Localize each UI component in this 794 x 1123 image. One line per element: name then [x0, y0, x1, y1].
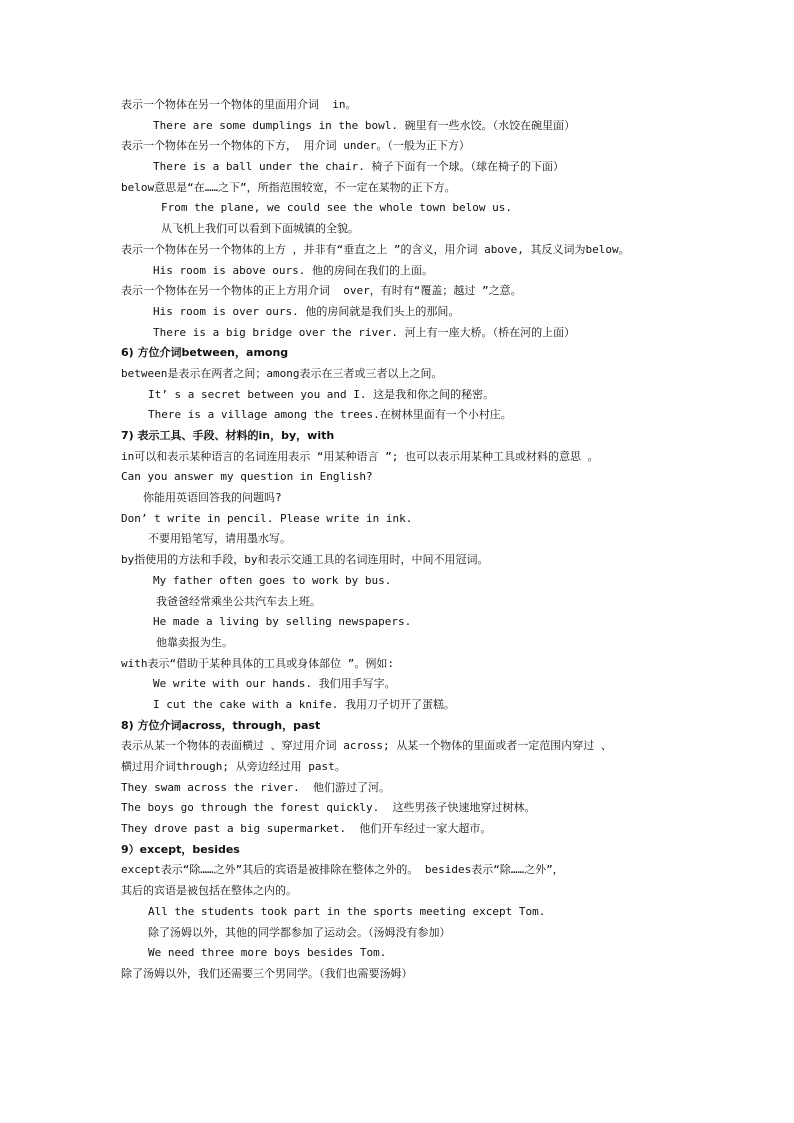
- section-heading: 8) 方位介词across，through，past: [121, 718, 321, 732]
- section-heading: 7) 表示工具、手段、材料的in，by，with: [121, 429, 335, 442]
- example-translation: 从飞机上我们可以看到下面城镇的全貌。: [161, 222, 359, 236]
- example-sentence: From the plane, we could see the whole town below us.: [161, 201, 512, 215]
- example-sentence: I cut the cake with a knife. 我用刀子切开了蛋糕。: [153, 697, 456, 711]
- example-sentence: My father often goes to work by bus.: [153, 573, 392, 587]
- section-heading: 9）except，besides: [121, 842, 240, 856]
- example-sentence: It’ s a secret between you and I. 这是我和你之间的秘密。: [148, 387, 495, 401]
- example-translation: 你能用英语回答我的问题吗?: [143, 491, 282, 505]
- text-line: below意思是“在……之下”，所指范围较宽，不一定在某物的正下方。: [121, 180, 456, 194]
- example-sentence: We write with our hands. 我们用手写字。: [153, 677, 396, 691]
- example-sentence: There is a village among the trees.在树林里面有一个小村庄。: [148, 408, 512, 422]
- text-line: 其后的宾语是被包括在整体之内的。: [121, 884, 297, 898]
- text-line: 表示一个物体在另一个物体的上方 ，并非有“垂直之上 ”的含义，用介词 above, 其反义词为below。: [121, 242, 630, 256]
- text-line: with表示“借助于某种具体的工具或身体部位 ”。例如:: [121, 656, 394, 670]
- text-line: 表示一个物体在另一个物体的下方， 用介词 under。（一般为正下方）: [121, 139, 470, 153]
- example-sentence: His room is above ours. 他的房间在我们的上面。: [153, 263, 433, 277]
- text-line: by指使用的方法和手段，by和表示交通工具的名词连用时，中间不用冠词。: [121, 553, 489, 567]
- example-translation: 他靠卖报为生。: [156, 635, 233, 649]
- example-sentence: His room is over ours. 他的房间就是我们头上的那间。: [153, 304, 460, 318]
- document-body: [0, 95, 794, 985]
- example-translation: 不要用铅笔写，请用墨水写。: [148, 532, 291, 546]
- text-line: between是表示在两者之间；among表示在三者或三者以上之间。: [121, 366, 443, 380]
- example-sentence: Don’ t write in pencil. Please write in ink.: [121, 511, 413, 525]
- text-line: 表示一个物体在另一个物体的正上方用介词 over，有时有“覆盖；越过 ”之意。: [121, 284, 522, 298]
- example-sentence: There is a ball under the chair. 椅子下面有一个球。（球在椅子的下面）: [153, 160, 565, 174]
- section-heading: 6) 方位介词between，among: [121, 346, 289, 360]
- example-sentence: There are some dumplings in the bowl. 碗里有一些水饺。（水饺在碗里面）: [153, 118, 576, 132]
- example-sentence: They swam across the river. 他们游过了河。: [121, 780, 391, 794]
- text-line: 表示从某一个物体的表面横过 、穿过用介词 across; 从某一个物体的里面或者一定范围内穿过 、: [121, 739, 612, 753]
- text-line: 横过用介词through; 从旁边经过用 past。: [121, 760, 346, 773]
- example-translation: 除了汤姆以外，我们还需要三个男同学。（我们也需要汤姆）: [121, 966, 413, 980]
- example-sentence: Can you answer my question in English?: [121, 470, 373, 484]
- text-line: except表示“除……之外”其后的宾语是被排除在整体之外的。 besides表示“除……之外”，: [121, 863, 564, 877]
- text-line: in可以和表示某种语言的名词连用表示 “用某种语言 ”; 也可以表示用某种工具或材料的意思 。: [121, 449, 599, 463]
- example-sentence: They drove past a big supermarket. 他们开车经过一家大超市。: [121, 822, 492, 836]
- text-line: 表示一个物体在另一个物体的里面用介词 in。: [121, 98, 357, 111]
- example-sentence: The boys go through the forest quickly. 这些男孩子快速地穿过树林。: [121, 801, 536, 815]
- example-sentence: There is a big bridge over the river. 河上有一座大桥。（桥在河的上面）: [153, 325, 576, 339]
- example-sentence: All the students took part in the sports meeting except Tom.: [148, 904, 546, 918]
- example-sentence: We need three more boys besides Tom.: [148, 946, 387, 960]
- example-sentence: He made a living by selling newspapers.: [153, 615, 412, 629]
- example-translation: 我爸爸经常乘坐公共汽车去上班。: [156, 594, 321, 608]
- example-translation: 除了汤姆以外，其他的同学都参加了运动会。（汤姆没有参加）: [148, 925, 451, 939]
